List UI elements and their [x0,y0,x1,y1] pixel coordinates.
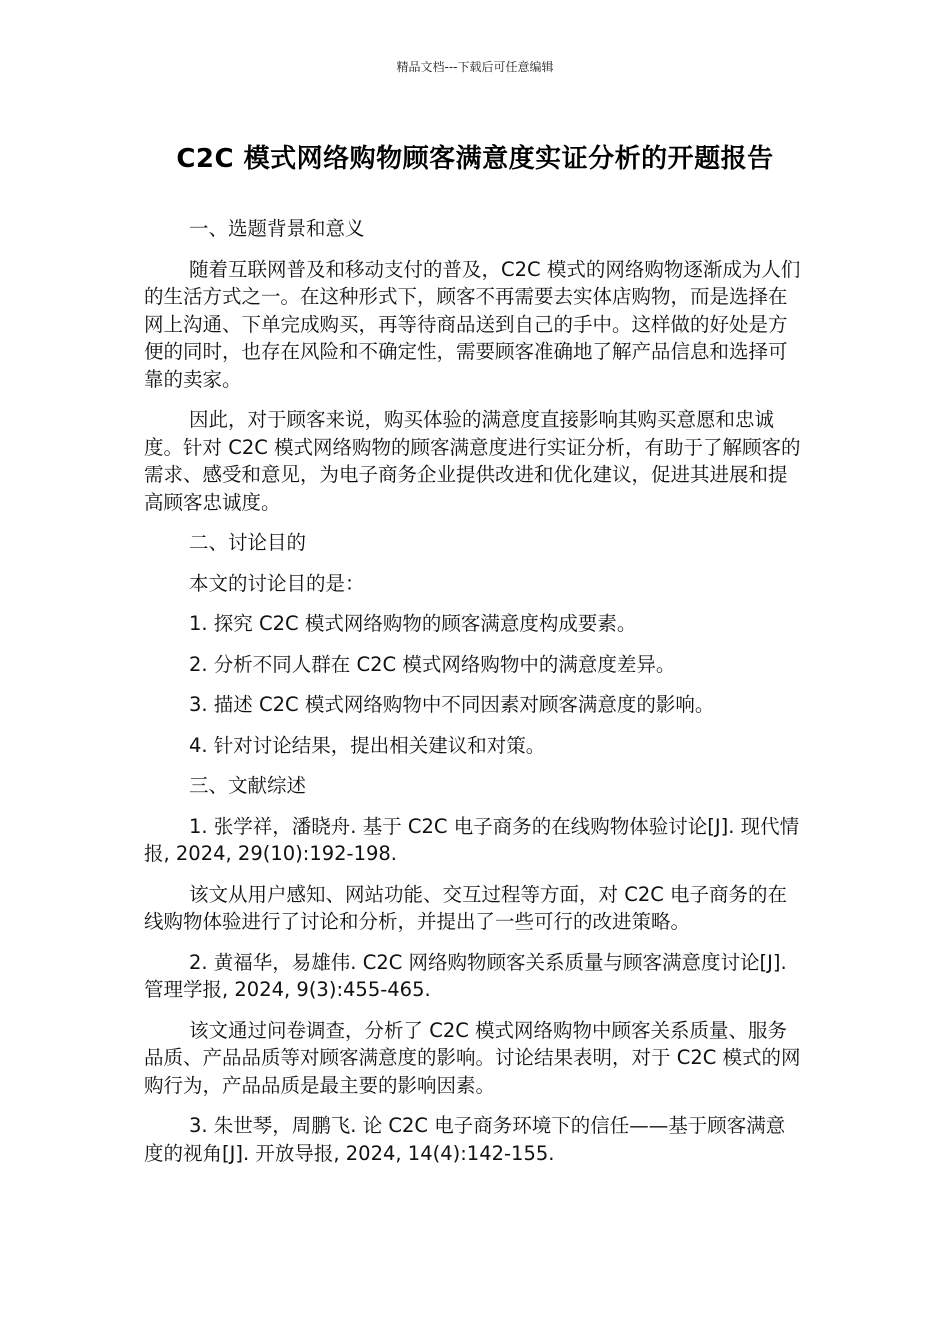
reference-2: 2. 黄福华，易雄伟. C2C 网络购物顾客关系质量与顾客满意度讨论[J]. 管理学报, 2024, 9(3):455-465. [144,950,787,1001]
paragraph-purpose-intro: 本文的讨论目的是： [189,571,365,595]
list-item-purpose-3: 3. 描述 C2C 模式网络购物中不同因素对顾客满意度的影响。 [189,693,715,716]
reference-1-summary: 该文从用户感知、网站功能、交互过程等方面，对 C2C 电子商务的在线购物体验进行了讨论和分析，并提出了一些可行的改进策略。 [144,882,788,933]
paragraph-background-1: 随着互联网普及和移动支付的普及，C2C 模式的网络购物逐渐成为人们的生活方式之一。在这种形式下，顾客不再需要去实体店购物，而是选择在网上沟通、下单完成购买，再等待商品送到自己的手中。这样做的好处是方便的同时，也存在风险和不确定性，需要顾客准确地了解产品信息和选择可靠的卖家。 [144,257,801,391]
section-heading-background: 一、选题背景和意义 [189,217,365,240]
document-title: C2C 模式网络购物顾客满意度实证分析的开题报告 [176,144,774,174]
list-item-purpose-2: 2. 分析不同人群在 C2C 模式网络购物中的满意度差异。 [189,652,676,676]
list-item-purpose-1: 1. 探究 C2C 模式网络购物的顾客满意度构成要素。 [189,612,637,635]
section-heading-literature: 三、文献综述 [189,774,307,797]
paragraph-background-2: 因此，对于顾客来说，购买体验的满意度直接影响其购买意愿和忠诚度。针对 C2C 模式网络购物的顾客满意度进行实证分析，有助于了解顾客的需求、感受和意见，为电子商务企业提供改进和优化建议，促进其进展和提高顾客忠诚度。 [144,408,801,514]
reference-1: 1. 张学祥，潘晓舟. 基于 C2C 电子商务的在线购物体验讨论[J]. 现代情报, 2024, 29(10):192-198. [144,814,800,865]
reference-2-summary: 该文通过问卷调查，分析了 C2C 模式网络购物中顾客关系质量、服务品质、产品品质等对顾客满意度的影响。讨论结果表明，对于 C2C 模式的网购行为，产品品质是最主要的影响因素。 [144,1018,801,1097]
header-note: 精品文档---下载后可任意编辑 [396,60,554,74]
section-heading-purpose: 二、讨论目的 [189,531,307,554]
document-body [144,215,804,1180]
reference-3: 3. 朱世琴，周鹏飞. 论 C2C 电子商务环境下的信任——基于顾客满意度的视角[J]. 开放导报, 2024, 14(4):142-155. [144,1114,786,1165]
list-item-purpose-4: 4. 针对讨论结果，提出相关建议和对策。 [189,733,546,757]
